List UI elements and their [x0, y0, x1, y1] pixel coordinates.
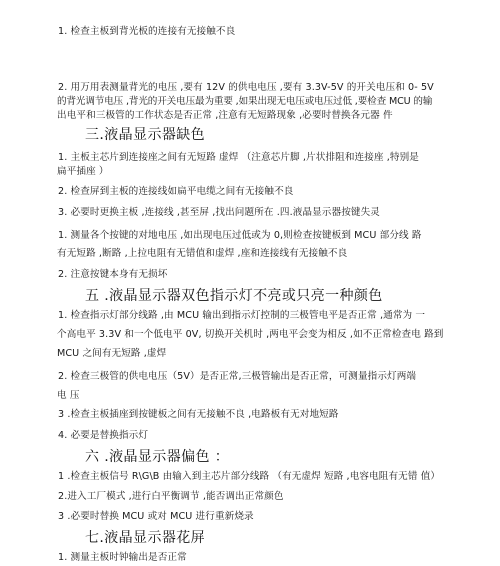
text-line: 1. 测量主板时钟输出是否正常 [58, 552, 187, 563]
section-heading: 七.液晶显示器花屏 [85, 530, 206, 546]
text-line: 扁平插座 ） [57, 166, 109, 177]
text-line: 电 压 [57, 390, 80, 401]
text-line: 1. 测量各个按键的对地电压 ,如出现电压过低或为 0,则检查按键板到 MCU 部分线 路 [58, 230, 422, 241]
text-line: 2.进入工厂模式 ,进行白平衡调节 ,能否调出正常颜色 [58, 491, 284, 502]
text-line: 2. 注意按键本身有无损坏 [58, 269, 168, 280]
text-line: 3 .必要时替换 MCU 或对 MCU 进行重新烧录 [58, 511, 254, 522]
section-heading: 六 .液晶显示器偏色 ： [85, 449, 230, 465]
text-line: 1 .检查主板信号 R\G\B 由输入到主芯片部分线路 （有无虚焊 短路 ,电容电阻有无错 值） [58, 471, 441, 482]
text-line: 4. 必要是替换指示灯 [58, 430, 149, 441]
section-heading: 三.液晶显示器缺色 [85, 127, 206, 143]
text-line: 个高电平 3.3V 和一个低电平 0V, 切换开关机时 ,两电平会变为相反 ,如不正常检查电 路到 [57, 329, 444, 340]
text-line: 有无短路 ,断路 ,上拉电阻有无错值和虚焊 ,座和连接线有无接触不良 [57, 248, 348, 259]
text-line: 1. 检查主板到背光板的连接有无接触不良 [58, 26, 236, 37]
text-line: 2. 检查屏到主板的连接线如扁平电缆之间有无接触不良 [58, 186, 294, 197]
text-line: 2. 检查三极管的供电电压（5V）是否正常,三极管输出是否正常，可测量指示灯两端 [58, 371, 417, 382]
text-line: 1. 检查指示灯部分线路 ,由 MCU 输出到指示灯控制的三极管电平是否正常 ,通常为 一 [58, 310, 426, 321]
text-line: 1. 主板主芯片到连接座之间有无短路 虚焊 （注意芯片脚 ,片状排阻和连接座 ,特别是 [58, 152, 419, 163]
section-heading: 五 .液晶显示器双色指示灯不亮或只亮一种颜色 [85, 288, 383, 304]
text-line: 的背光调节电压 ,背光的开关电压最为重要 ,如果出现无电压或电压过低 ,要检查 MCU 的输 [57, 96, 433, 107]
text-line: 3 .检查主板插座到按键板之间有无接触不良 ,电路板有无对地短路 [58, 409, 339, 420]
text-line: 2. 用万用表测量背光的电压 ,要有 12V 的供电电压 ,要有 3.3V-5V 的开关电压和 0- 5V [58, 82, 434, 93]
text-line: MCU 之间有无短路 ,虚焊 [57, 348, 167, 359]
text-line: 出电平和三极管的工作状态是否正常 ,注意有无短路现象 ,必要时替换各元器 件 [57, 110, 393, 121]
text-line: 3. 必要时更换主板 ,连接线 ,甚至屏 ,找出问题所在 .四.液晶显示器按键失灵 [58, 207, 380, 218]
